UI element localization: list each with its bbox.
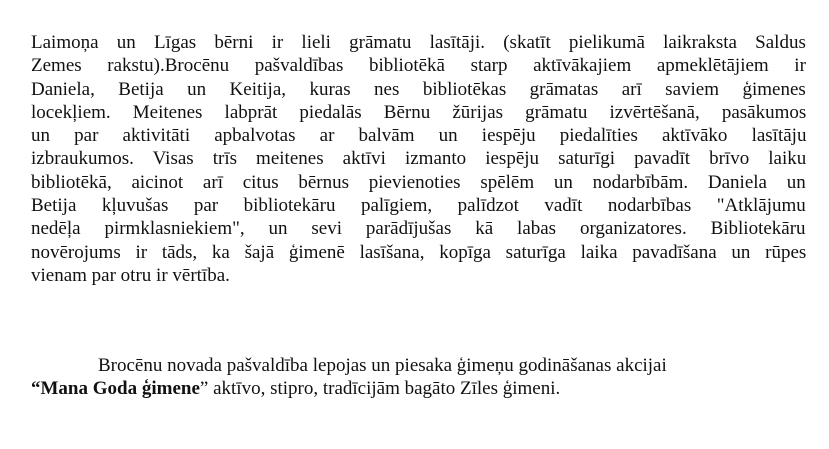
award-name: Mana Goda ģimene bbox=[40, 378, 200, 400]
text-line: bibliotēkā, aicinot arī citus bērnus pievienoties spēlēm un nodarbībām. Daniela un bbox=[31, 171, 806, 193]
text-line: nedēļa pirmklasniekiem", un sevi parādījušas kā labas organizatores. Bibliotekāru bbox=[31, 218, 806, 240]
paragraph-family-reading bbox=[31, 31, 806, 287]
text-line bbox=[31, 377, 806, 400]
text-line: Daniela, Betija un Keitija, kuras nes bibliotēkas grāmatas arī saviem ģimenes bbox=[31, 78, 806, 100]
text-line: izbraukumos. Visas trīs meitenes aktīvi izmanto iespēju saturīgi pavadīt brīvo laiku bbox=[31, 148, 807, 170]
open-quote: “ bbox=[31, 378, 41, 400]
nomination-rest: ” aktīvo, stipro, tradīcijām bagāto Zīles ģimeni. bbox=[199, 378, 561, 400]
text-line: Brocēnu novada pašvaldība lepojas un piesaka ģimeņu godināšanas akcijai bbox=[98, 355, 667, 376]
text-line: novērojums ir tāds, ka šajā ģimenē lasīšana, kopīga saturīga laika pavadīšana un rūpes bbox=[31, 241, 807, 263]
text-line: Zemes rakstu).Brocēnu pašvaldības bibliotēkā starp aktīvākajiem apmeklētājiem ir bbox=[31, 55, 806, 77]
text-line: un par aktivitāti apbalvotas ar balvām un iespēju piedalīties aktīvāko lasītāju bbox=[31, 125, 807, 147]
text-line: Betija kļuvušas par bibliotekāru palīgiem, palīdzot vadīt nodarbības "Atklājumu bbox=[31, 195, 806, 217]
text-line: locekļiem. Meitenes labprāt piedalās Bērnu žūrijas grāmatu izvērtēšanā, pasākumos bbox=[31, 101, 807, 123]
paragraph-nomination bbox=[31, 354, 806, 401]
text-line: vienam par otru ir vērtība. bbox=[31, 264, 230, 286]
text-line: Laimoņa un Līgas bērni ir lieli grāmatu lasītāji. (skatīt pielikumā laikraksta Saldus bbox=[31, 32, 806, 53]
